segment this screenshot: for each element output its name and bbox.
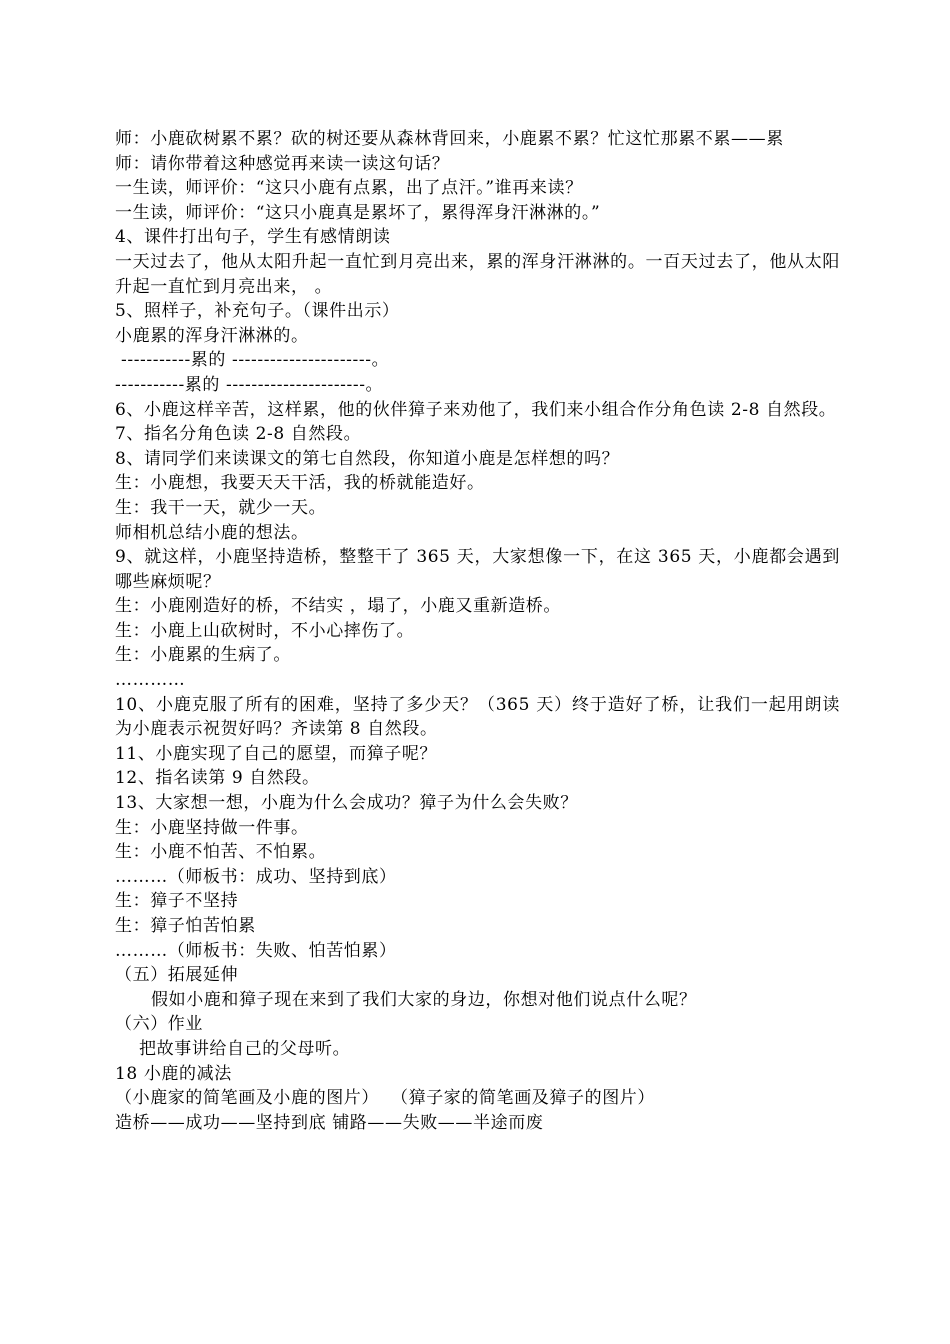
paragraph: 生：小鹿累的生病了。	[115, 645, 291, 666]
fill-in-blank-line: -----------累的 ----------------------。	[115, 374, 384, 395]
paragraph: 7、指名分角色读 2-8 自然段。	[115, 424, 362, 445]
paragraph: ………（师板书：失败、怕苦怕累）	[115, 940, 397, 961]
paragraph: 师相机总结小鹿的想法。	[115, 522, 309, 543]
paragraph: 11、小鹿实现了自己的愿望，而獐子呢？	[115, 743, 438, 764]
paragraph: 生：小鹿上山砍树时，不小心摔伤了。	[115, 620, 415, 641]
paragraph: 9、就这样，小鹿坚持造桥，整整干了 365 天，大家想像一下，在这 365 天，小鹿都会遇到哪些麻烦呢？	[115, 547, 840, 592]
section-heading: （五）拓展延伸	[115, 965, 239, 986]
paragraph: 5、照样子，补充句子。（课件出示）	[115, 301, 400, 322]
paragraph: 生：小鹿刚造好的桥，不结实 ，塌了，小鹿又重新造桥。	[115, 596, 562, 617]
paragraph: 生：獐子怕苦怕累	[115, 916, 256, 936]
paragraph: 12、指名读第 9 自然段。	[115, 768, 320, 789]
paragraph: 8、请同学们来读课文的第七自然段，你知道小鹿是怎样想的吗？	[115, 448, 620, 469]
paragraph-teacher-question: 师：小鹿砍树累不累？砍的树还要从森林背回来，小鹿累不累？忙这忙那累不累——累	[115, 129, 784, 149]
document-body	[115, 127, 840, 1135]
paragraph: 生：小鹿不怕苦、不怕累。	[115, 842, 327, 863]
paragraph: 把故事讲给自己的父母听。	[115, 1038, 351, 1059]
paragraph: 一生读，师评价：“这只小鹿真是累坏了，累得浑身汗淋淋的。”	[115, 202, 601, 223]
fill-in-blank-line: -----------累的 ----------------------。	[115, 350, 390, 371]
paragraph: 师：请你带着这种感觉再来读一读这句话？	[115, 153, 450, 174]
paragraph-sentence: 一天过去了，他从太阳升起一直忙到月亮出来，累的浑身汗淋淋的。一百天过去了，他从太阳升起一直忙到月亮出来， 。	[115, 251, 840, 297]
paragraph: 一生读，师评价：“这只小鹿有点累，出了点汗。”谁再来读？	[115, 178, 583, 199]
paragraph: 13、大家想一想，小鹿为什么会成功？獐子为什么会失败？	[115, 793, 578, 814]
paragraph: 生：獐子不坚持	[115, 891, 239, 912]
ellipsis-line: …………	[115, 670, 186, 691]
board-summary: 造桥——成功——坚持到底 铺路——失败——半途而废	[115, 1112, 544, 1133]
board-pictures: （小鹿家的简笔画及小鹿的图片） （獐子家的简笔画及獐子的图片）	[115, 1088, 656, 1109]
board-title: 18 小鹿的减法	[115, 1063, 232, 1084]
paragraph: 6、小鹿这样辛苦，这样累，他的伙伴獐子来劝他了，我们来小组合作分角色读 2-8 自然段。	[115, 399, 837, 420]
paragraph: 4、课件打出句子，学生有感情朗读	[115, 227, 391, 248]
paragraph: ………（师板书：成功、坚持到底）	[115, 866, 397, 887]
paragraph: 10、小鹿克服了所有的困难，坚持了多少天？（365 天）终于造好了桥，让我们一起用朗读为小鹿表示祝贺好吗？齐读第 8 自然段。	[115, 694, 840, 740]
paragraph: 假如小鹿和獐子现在来到了我们大家的身边，你想对他们说点什么呢？	[115, 989, 697, 1010]
paragraph: 生：我干一天，就少一天。	[115, 497, 327, 518]
paragraph: 生：小鹿坚持做一件事。	[115, 817, 309, 838]
paragraph: 小鹿累的浑身汗淋淋的。	[115, 325, 309, 346]
section-heading: （六）作业	[115, 1014, 203, 1035]
paragraph: 生：小鹿想，我要天天干活，我的桥就能造好。	[115, 473, 485, 494]
